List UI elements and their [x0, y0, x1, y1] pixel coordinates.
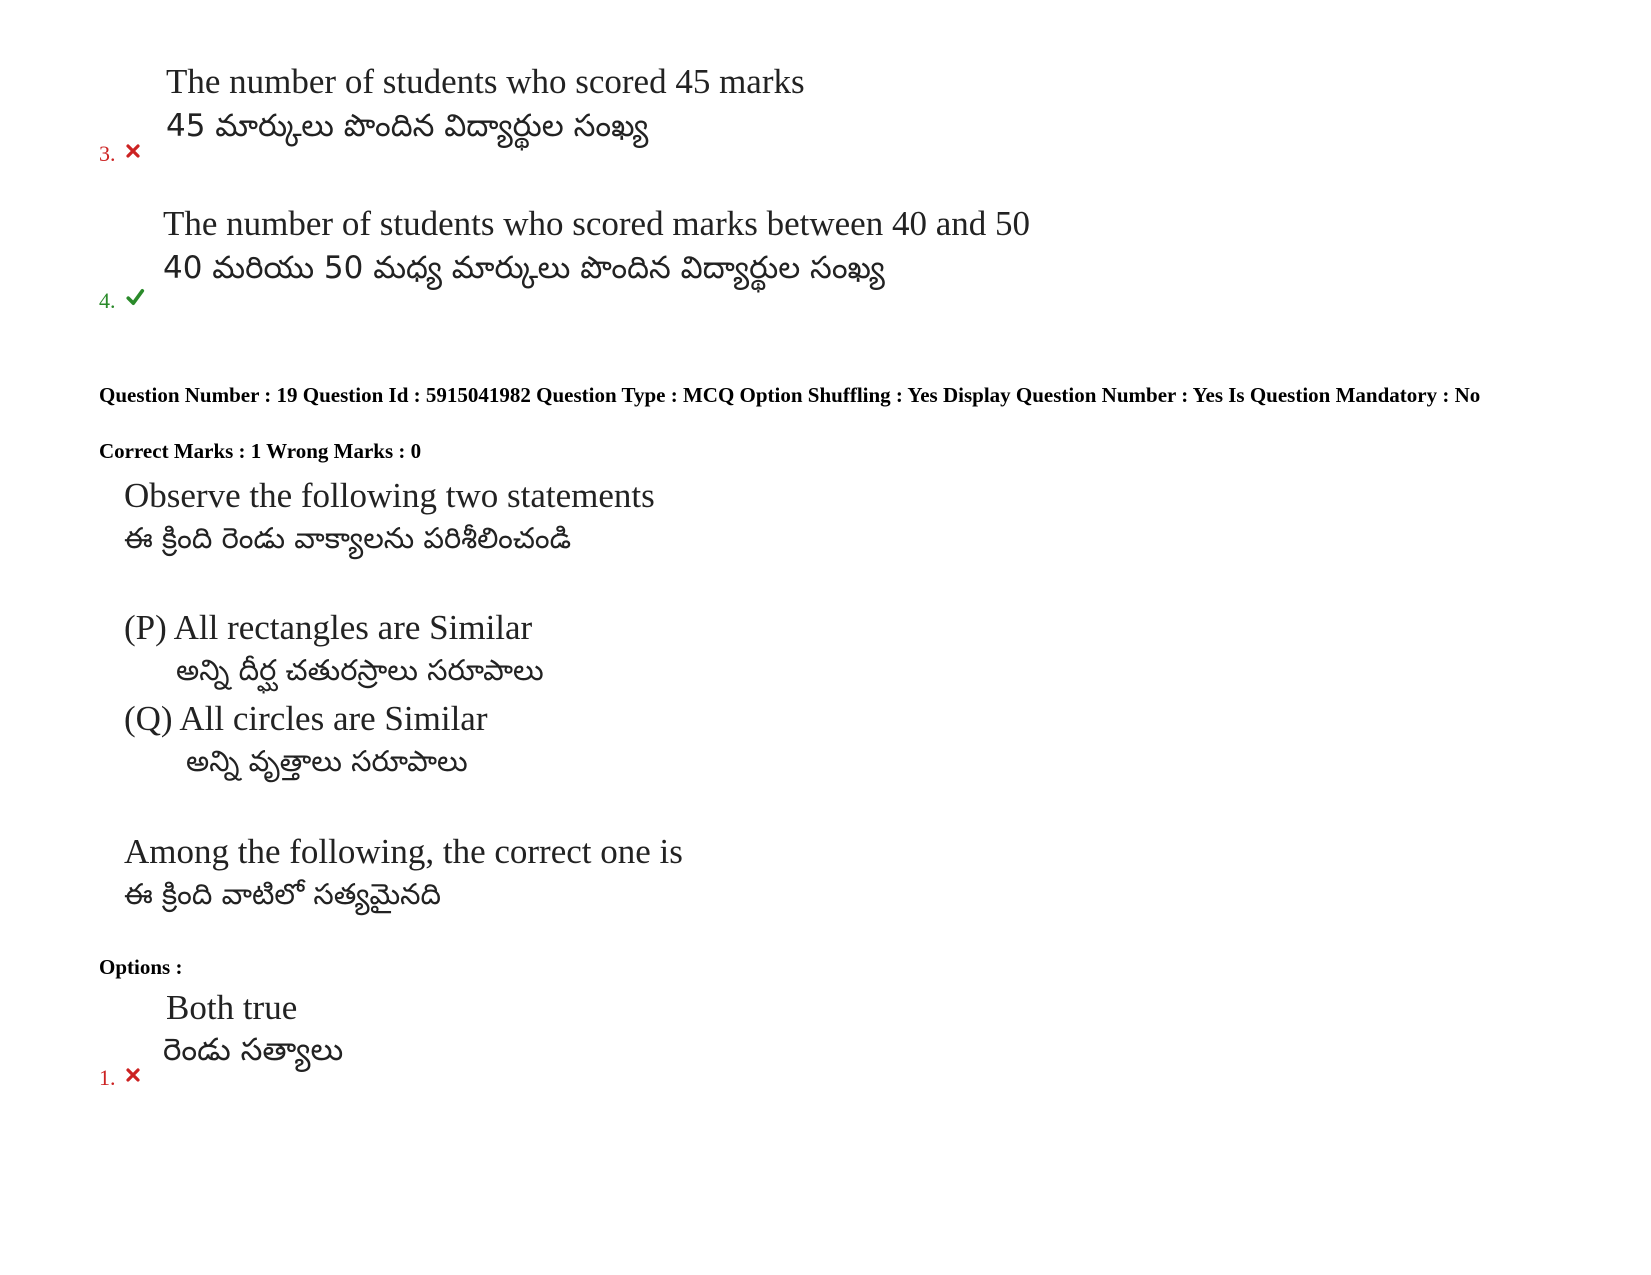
- question-intro-te: ఈ క్రింది రెండు వాక్యాలను పరిశీలించండి: [124, 521, 572, 555]
- option-number-label: 1.: [99, 1065, 116, 1090]
- cross-icon: [125, 143, 141, 159]
- question-intro-en: Observe the following two statements: [124, 476, 655, 515]
- option-number: [99, 142, 141, 166]
- options-label: Options :: [99, 955, 183, 979]
- option-number-label: 3.: [99, 141, 116, 166]
- statement-p-te: అన్ని దీర్ఘ చతురస్రాలు సరూపాలు: [176, 653, 544, 687]
- option-text-te: రెండు సత్యాలు: [163, 1032, 344, 1068]
- cross-icon: [125, 1067, 141, 1083]
- question-meta: Question Number : 19 Question Id : 5915041982 Question Type : MCQ Option Shuffling : Yes Display Question Number : Yes Is Question Mandatory : No: [99, 383, 1481, 407]
- statement-p-en: (P) All rectangles are Similar: [124, 608, 533, 647]
- option-text-te: 40 మరియు 50 మధ్య మార్కులు పొందిన విద్యార్థుల సంఖ్య: [163, 250, 885, 286]
- option-number-label: 4.: [99, 288, 116, 313]
- question-prompt-te: ఈ క్రింది వాటిలో సత్యమైనది: [124, 877, 441, 911]
- question-marks: Correct Marks : 1 Wrong Marks : 0: [99, 439, 422, 463]
- statement-q-en: (Q) All circles are Similar: [124, 699, 488, 738]
- option-text-en: The number of students who scored marks between 40 and 50: [163, 204, 1031, 243]
- option-number: [99, 288, 145, 313]
- statement-q-te: అన్ని వృత్తాలు సరూపాలు: [186, 744, 468, 778]
- option-text-en: Both true: [166, 988, 298, 1027]
- option-number: [99, 1066, 141, 1090]
- check-icon: [125, 288, 145, 306]
- question-prompt-en: Among the following, the correct one is: [124, 832, 683, 871]
- option-text-en: The number of students who scored 45 marks: [166, 62, 805, 101]
- option-text-te: 45 మార్కులు పొందిన విద్యార్థుల సంఖ్య: [166, 108, 649, 144]
